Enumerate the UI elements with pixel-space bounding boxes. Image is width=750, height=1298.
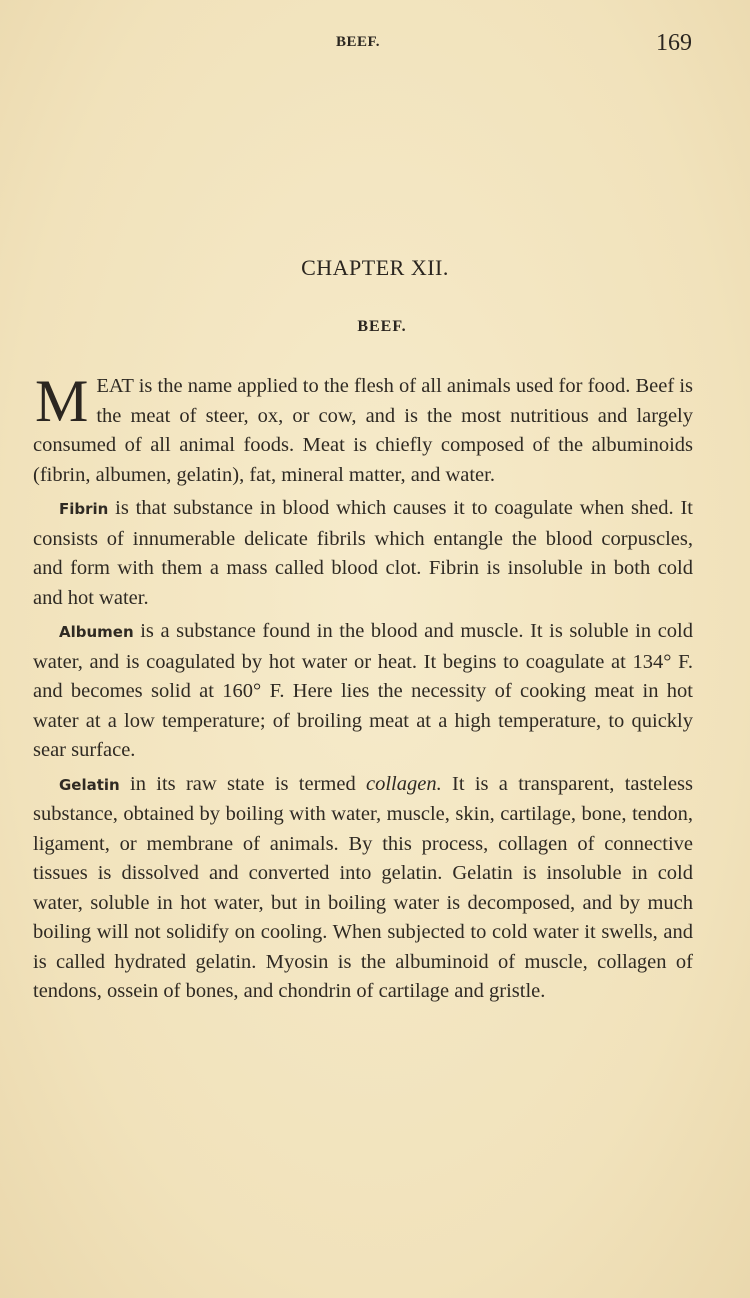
running-head: BEEF. [336,34,381,50]
paragraph-albumen-text: is a substance found in the blood and muscle. It is soluble in cold water, and is coagulated by hot water or heat. It begins to coagulate at 134° F. and becomes solid at 160° F. Here lies the necessity of cooking meat in hot water at a low temperature; of broiling meat at a high temperature, to quickly sear surface. [33,620,693,761]
page-number: 169 [656,30,692,56]
body-text [33,368,694,1007]
term-fibrin: Fibrin [59,500,109,518]
paragraph-meat [33,368,693,490]
paragraph-albumen [33,617,693,766]
term-albumen: Albumen [59,623,134,641]
paragraph-meat-text: EAT is the name applied to the flesh of all animals used for food. Beef is the meat of steer, ox, or cow, and is the most nutritious and largely consumed of all animal foods. Meat is chiefly composed of the albuminoids (fibrin, albumen, gelatin), fat, mineral matter, and water. [33,375,693,486]
paragraph-gelatin-text-a: in its raw state is termed [119,772,367,795]
paragraph-fibrin [33,494,693,613]
chapter-title: CHAPTER XII. [301,255,449,280]
term-gelatin: Gelatin [59,775,120,794]
paragraph-gelatin-text-b: It is a transparent, tasteless substance, obtained by boiling with water, muscle, skin, cartilage, bone, tendon, ligament, or membrane of animals. By this process, collagen of connective tissues is dissolved and converted into gelatin. Gelatin is insoluble in cold water, soluble in hot water, but in boiling water is decomposed, and by much boiling will not solidify on cooling. When subjected to cold water it swells, and is called hydrated gelatin. Myosin is the albuminoid of muscle, collagen of tendons, ossein of bones, and chondrin of cartilage and gristle. [33,772,694,1002]
drop-cap: M [35,368,89,434]
section-title: BEEF. [357,318,407,335]
paragraph-fibrin-text: is that substance in blood which causes it to coagulate when shed. It consists of innumerable delicate fibrils which entangle the blood corpuscles, and form with them a mass called blood clot. Fibrin is insoluble in both cold and hot water. [33,497,693,609]
paragraph-gelatin [33,770,693,1007]
term-collagen: collagen. [366,772,442,795]
